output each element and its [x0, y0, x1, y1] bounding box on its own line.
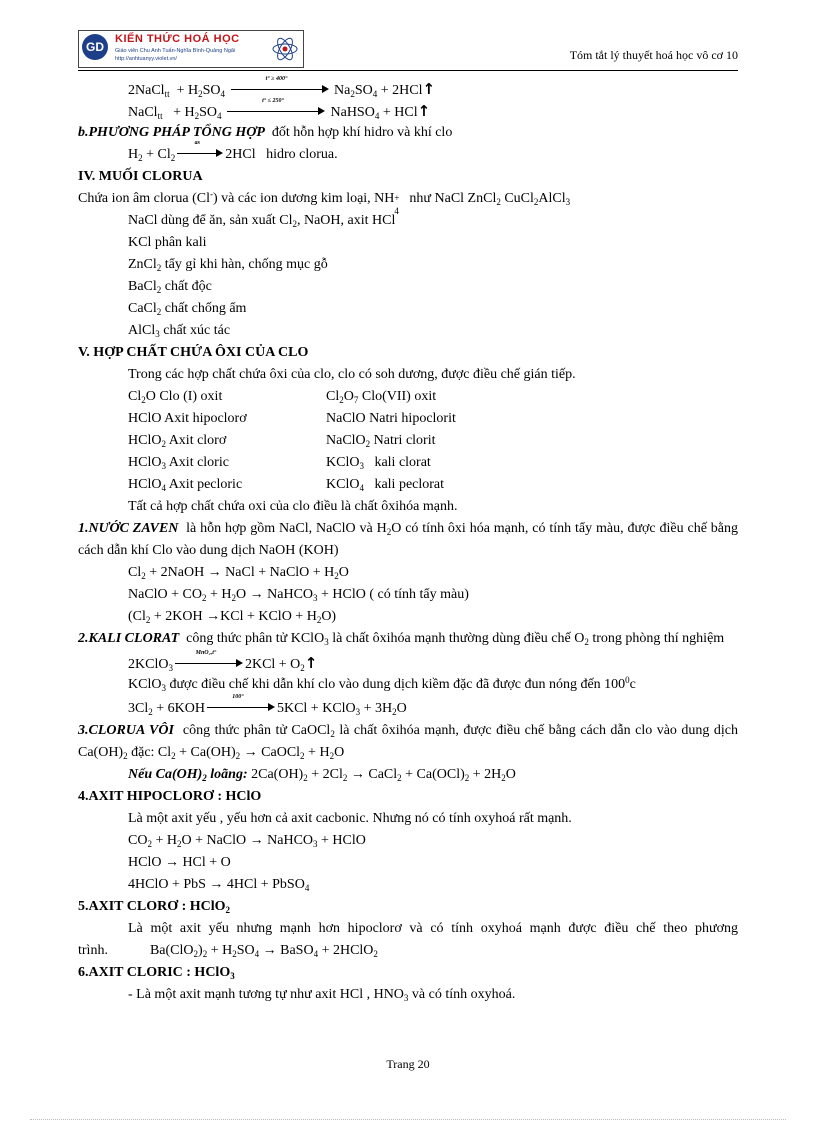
chloride-item: NaCl dùng để ăn, sản xuất $Cl_2$, NaOH, axit HCl — [128, 213, 396, 229]
section-2-paragraph: 2.KALI CLORAT công thức phân tử KClO$_3$ là chất ôxihóa mạnh thường dùng điều chế $O_2$ trong phòng thí nghiệm — [78, 631, 725, 647]
section-3-paragraph: 3.CLORUA VÔI công thức phân tử CaOCl$_2$ là chất ôxihóa mạnh, được điều chế bằng cách dẫn clo vào dung dịch $Ca(OH)_2$ đặc: $Cl_2 + Ca(OH)_2$ → CaOCl$_2$ + $H_2O$ — [78, 723, 739, 761]
compound-row: HClO$_2$ Axit clorơ NaClO$_2$ Natri clorit — [128, 433, 436, 449]
gas-up-arrow-icon: ↑ — [304, 654, 318, 672]
equation-kclo3-decomp: 2KClO$_3$ MnO₂,t° $2KCl + O_2↑$ — [128, 650, 318, 673]
section-iv-title: IV. MUỐI CLORUA — [78, 169, 203, 184]
reaction-arrow: t° ≤ 250° — [227, 103, 325, 117]
reaction-arrow: MnO₂,t° — [175, 655, 243, 669]
page-number: Trang 20 — [386, 1057, 430, 1071]
section-b-heading: b.PHƯƠNG PHÁP TỔNG HỢP đốt hỗn hợp khí hidro và khí clo — [78, 125, 453, 140]
header-divider — [78, 70, 738, 71]
equation-hclo-1: $CO_2 + H_2O$ + NaClO → NaHCO$_3$ + HClO — [128, 833, 366, 849]
page-header — [78, 30, 738, 70]
compound-row: HClO$_3$ Axit cloric KClO$_3$ kali clorat — [128, 455, 431, 471]
logo-subtitle: Giáo viên Chu Anh Tuấn-Nghĩa Bình-Quảng Ngãi — [115, 48, 236, 54]
equation-zaven-1: $Cl_2$ + 2NaOH → NaCl + NaClO + $H_2O$ — [128, 565, 349, 581]
section-4-title: 4.AXIT HIPOCLORƠ : HClO — [78, 789, 262, 804]
section-v-title: V. HỢP CHẤT CHỨA ÔXI CỦA CLO — [78, 345, 309, 360]
equation-kclo3-prep: $3Cl_2 + 6KOH$ 100° 5KCl + KClO$_3$ + $3H_2O$ — [128, 694, 407, 717]
reaction-arrow: as — [177, 145, 223, 159]
atom-icon — [271, 35, 299, 63]
reaction-arrow: 100° — [207, 699, 275, 713]
equation-nacl-400: 2NaCl$_{tt}$ + $H_2SO_4$ t° ≥ 400° $Na_2SO_4$ + 2HCl↑ — [128, 76, 436, 99]
logo-mark: GD — [82, 34, 108, 60]
footer-divider — [30, 1119, 786, 1120]
compound-row: $Cl_2O$ Clo (I) oxit $Cl_2O_7$ Clo(VII) oxit — [128, 389, 437, 405]
header-logo — [78, 30, 304, 68]
equation-hclo-3: 4HClO + PbS → 4HCl + PbSO$_4$ — [128, 877, 310, 893]
equation-nacl-250: NaCl$_{tt}$ + $H_2SO_4$ t° ≤ 250° NaHSO$_4$ + HCl↑ — [128, 98, 431, 121]
compound-row: HClO$_4$ Axit pecloric KClO$_4$ kali peclorat — [128, 477, 445, 493]
gas-up-arrow-icon: ↑ — [417, 102, 431, 120]
chloride-item: BaCl$_2$ chất độc — [128, 279, 212, 295]
section-v-outro: Tất cả hợp chất chứa oxi của clo điều là chất ôxihóa mạnh. — [128, 499, 458, 514]
chloride-item: KCl phân kali — [128, 235, 207, 250]
chloride-item: AlCl$_3$ chất xúc tác — [128, 323, 231, 339]
header-document-title: Tóm tắt lý thuyết hoá học vô cơ 10 — [569, 48, 738, 62]
section-5-paragraph: Là một axit yếu nhưng mạnh hơn hipoclorơ và có tính oxyhoá mạnh được điều chế theo phương trình. $Ba(ClO_2)_2 + H_2SO_4$ → BaSO$_4$ + 2HClO$_2$ — [78, 921, 738, 959]
section-4-text: Là một axit yếu , yếu hơn cả axit cacbonic. Nhưng nó có tính oxyhoá rất mạnh. — [128, 811, 572, 826]
equation-hclo-2: HClO → HCl + O — [128, 855, 231, 870]
equation-zaven-2: NaClO + $CO_2 + H_2O$ → NaHCO$_3$ + HClO ( có tính tẩy màu) — [128, 587, 469, 603]
gas-up-arrow-icon: ↑ — [422, 80, 436, 98]
logo-title: KIẾN THỨC HOÁ HỌC — [115, 33, 240, 45]
chloride-item: ZnCl$_2$ tẩy gỉ khi hàn, chống mục gỗ — [128, 257, 328, 273]
section-5-title: 5.AXIT CLORƠ : HClO$_2$ — [78, 899, 231, 915]
chloride-item: CaCl$_2$ chất chống ẩm — [128, 301, 247, 317]
compound-row: HClO Axit hipoclorơ NaClO Natri hipoclorit — [128, 411, 456, 426]
bleach-dilute-note: Nếu $Ca(OH)_2$ loãng: $2Ca(OH)_2 + 2Cl_2$ → CaCl$_2$ + $Ca(OCl)_2 + 2H_2O$ — [128, 767, 516, 783]
section-6-text: - Là một axit mạnh tương tự như axit HCl , $HNO_3$ và có tính oxyhoá. — [128, 987, 516, 1003]
section-v-intro: Trong các hợp chất chứa ôxi của clo, clo có soh dương, được điều chế gián tiếp. — [128, 367, 576, 382]
section-6-title: 6.AXIT CLORIC : HClO$_3$ — [78, 965, 235, 981]
section-iv-intro: Chứa ion âm clorua (Cl-) và các ion dương kim loại, NH + 4 như NaCl ZnCl$_2$ CuCl$_2$AlCl$_3$ — [78, 189, 571, 216]
equation-h2-cl2: $H_2 + Cl_2$ as 2HCl hidro clorua. — [128, 140, 338, 163]
section-1-paragraph: 1.NƯỚC ZAVEN là hỗn hợp gồm NaCl, NaClO và $H_2O$ có tính ôxi hóa mạnh, có tính tẩy màu, được điều chế bằng cách dẫn khí Clo vào dung dịch NaOH (KOH) — [78, 521, 739, 558]
logo-url: http://anhtuanyy.violet.vn/ — [115, 56, 177, 62]
reaction-arrow: t° ≥ 400° — [231, 81, 329, 95]
equation-zaven-3: ($Cl_2 + 2KOH \to KCl$ + KClO + $H_2O$) — [128, 609, 337, 625]
page-content — [78, 78, 738, 1006]
kclo3-note: KClO$_3$ được điều chế khi dẫn khí clo vào dung dịch kiềm đặc đã được đun nóng đến $100^0c$ — [128, 675, 636, 693]
